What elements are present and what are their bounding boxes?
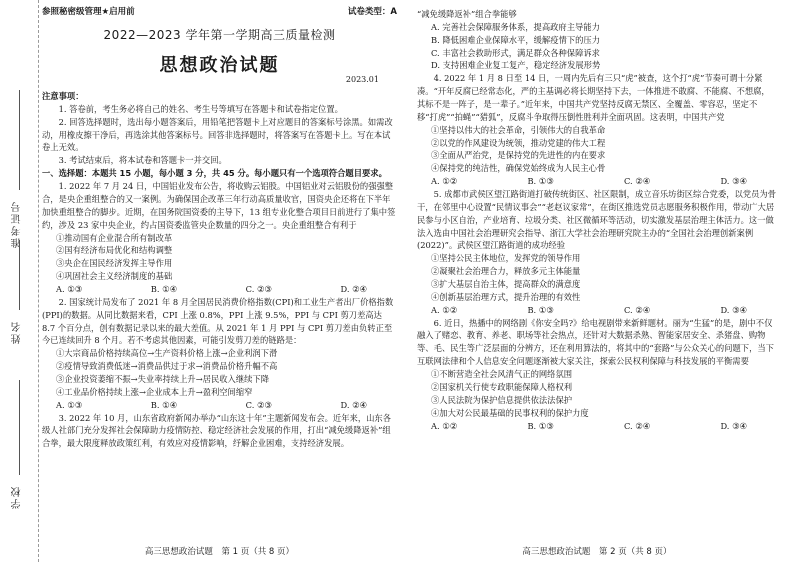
answer-b: B. ①③ (527, 304, 554, 315)
question-5-stem: 5. 成都市武侯区望江路街道打破传统街区、社区限制，成立音乐坊街区综合党委，以党员为骨干，在邻里中心设置“民情议事会”“老赵议家常”，在街区推选党员志愿服务积极作用，带动广大居民参与小区自治，产业培育、垃圾分类、社区微循环等活动，切实激发基层治理主体活力。这一做法入选由中国社会治理研究会指导、浙江大学社会治理研究院主办的“全国社会治理创新案例(2022)”。武侯区望江路街道的成功经验 (417, 189, 777, 251)
answer-choices (42, 283, 397, 296)
option: ③央企在国民经济发挥主导作用 (56, 258, 173, 269)
answer-d: D. ②④ (340, 399, 367, 410)
question-1-stem: 1. 2022 年 7 月 24 日，中国铝业发布公告，将收购云铝股。中国铝业对云铝股份的强强整合，是央企重组整合的又一案例。为确保国企改革三年行动高质量收官，国资央企还将在下半年加快重组整合的脚步。近期，在国务院国资委的主导下，13 组专业化整合项目日前进行了集中签约，涉及 23 家中央企业，约占国资委监管央企数量的四分之一。央企重组整合有利于 (42, 181, 396, 230)
option: A. 完善社会保障服务体系，提高政府主导能力 (431, 21, 600, 32)
binding-strip (0, 0, 39, 562)
answer-a: A. ①③ (56, 399, 83, 410)
option: ②国有经济布局优化和结构调整 (56, 245, 173, 256)
option: ④创新基层治理方式，提升治理的有效性 (431, 291, 581, 302)
page-one (42, 0, 397, 562)
section-heading: 一、选择题：本题共 15 小题，每小题 3 分，共 45 分。每小题只有一个选项符合题目要求。 (42, 168, 387, 179)
option: ①不断营造全社会风清气正的网络氛围 (431, 369, 573, 380)
answer-d: D. ③④ (720, 420, 747, 431)
question-6-stem: 6. 近日，热播中的网络剧《你安全吗?》给电视剧带来新鲜题材。丽为“生猛”的是，剧中不仅融入了赌恋、教育、养老、职场等社会热点，还针对大数据杀熟、智能家居安全、杀猪盘、购物等、毛、民生等广泛层面的分辨方，还在利用算法的，将其中的“套路”与公众关心的问题下，当下互联网法律和个人信息安全问题逐渐被大家关注，探索公民权利保障与科技发展的平衡需要 (417, 317, 774, 367)
answer-b: B. ①③ (527, 420, 554, 431)
option: B. 降低困难企业保障水平，缓解疫情下的压力 (431, 34, 601, 45)
answer-b: B. ①④ (150, 399, 178, 410)
question-4-stem: 4. 2022 年 1 月 8 日至 14 日，一周内先后有三只“虎”被查，这个打“虎”节奏可谓十分紧凑。“开年反腐已经常态化，严的主基调必将长期坚持下去，一体推进不敢腐、不能腐、不想腐，其标不是一阵子，是一辈子。”近年来，中国共产党坚持反腐无禁区、全覆盖、零容忍，坚定不移“打虎”“拍蝇”“猎狐”，反腐斗争取得压倒性胜利并全面巩固。这表明，中国共产党 (417, 73, 770, 122)
option: ②国家机关行使专政职能保障人格权利 (431, 381, 573, 392)
answer-a: A. ①② (431, 420, 458, 431)
option: ①大宗商品价格持续高位→生产资料价格上涨→企业利润下滑 (56, 348, 278, 359)
option: ④工业品价格持续上涨→企业成本上升→盈利空间缩窄 (56, 386, 253, 397)
answer-choices (417, 420, 777, 433)
page-footer: 高三思想政治试题 第 1 页（共 8 页） (144, 546, 295, 557)
option: D. 支持困难企业复工复产，稳定经济发展形势 (431, 60, 601, 71)
answer-c: C. ②④ (623, 420, 651, 431)
option: ④加大对公民最基础的民事权利的保护力度 (431, 407, 589, 418)
answer-c: C. ②③ (245, 399, 272, 410)
subject-title: 思想政治试题 (159, 54, 280, 76)
notice-title: 注意事项： (42, 91, 84, 102)
answer-a: A. ①③ (56, 283, 83, 294)
exam-date: 2023.01 (345, 74, 379, 84)
answer-d: D. ③④ (720, 176, 747, 187)
option: ②凝聚社会治理合力，释放多元主体能量 (431, 266, 581, 277)
question-3-stem: 3. 2022 年 10 月，山东省政府新闻办举办“山东这十年”主题新闻发布会。近年来，山东各级人社部门充分发挥社会保障助力疫情防控、稳定经济社会发展的作用，打出“减免缓降返补”组合拳，最大限度释放政策红利，有效应对疫情影响，纾解企业困难，支持经济发展。 (42, 412, 392, 449)
paper-type: 试卷类型：A (347, 7, 397, 17)
notice-item: 3. 考试结束后，将本试卷和答题卡一并交回。 (58, 155, 227, 166)
page-two (417, 0, 777, 562)
answer-b: B. ①④ (150, 283, 178, 294)
ticket-number-label: 准考证号 (12, 200, 23, 248)
option: ②疫情导致消费低迷→消费品供过于求→消费品价格升幅不高 (56, 361, 278, 372)
school-line (19, 380, 20, 475)
name-label: 姓名 (12, 320, 23, 344)
notice-item: 1. 答卷前，考生务必将自己的姓名、考生号等填写在答题卡和试卷指定位置。 (58, 103, 343, 114)
option: C. 丰富社会救助形式，满足群众各种保障诉求 (431, 47, 600, 58)
ticket-number-line (19, 90, 20, 190)
answer-d: D. ②④ (340, 283, 367, 294)
option: ③人民法院为保护信息提供依法法保护 (431, 394, 573, 405)
option: ③全面从严治党，是保持党的先进性的内在要求 (431, 150, 606, 161)
option: ①推动国有企业混合所有制改革 (56, 232, 173, 243)
answer-choices (42, 399, 397, 412)
option: ④巩固社会主义经济制度的基础 (56, 271, 173, 282)
answer-c: C. ②④ (623, 176, 651, 187)
answer-choices (417, 304, 777, 317)
option: ①坚持以伟大的社会革命，引领伟大的自我革命 (431, 124, 606, 135)
question-2-stem: 2. 国家统计局发布了 2021 年 8 月全国居民消费价格指数(CPI)和工业生产者出厂价格指数(PPI)的数据。从同比数据来看，CPI 上涨 0.8%，PPI 上涨 9.5%，PPI 与 CPI 剪刀差高达 8.7 个百分点，创有数据记录以来的最大差值。从 2021 年 1 月 PPI 与 CPI 剪刀差由负转正至今已连续回升 8 个月。若不考虑其他因素，可能引发剪刀差的链路是： (42, 296, 394, 346)
option: ③扩大基层自治主体，提高群众的满意度 (431, 279, 581, 290)
page-footer: 高三思想政治试题 第 2 页（共 8 页） (522, 546, 672, 557)
option: ①坚持公民主体地位，发挥党的领导作用 (431, 253, 581, 264)
option: ④保持党的纯洁性，确保党始终成为人民主心骨 (431, 163, 606, 174)
answer-choices (417, 175, 777, 188)
exam-title: 2022—2023 学年第一学期高三质量检测 (103, 28, 336, 43)
answer-c: C. ②③ (245, 283, 272, 294)
answer-d: D. ③④ (720, 304, 747, 315)
question-3-continued: “减免缓降返补”组合拳能够 (417, 9, 517, 19)
school-label: 学校 (12, 485, 23, 509)
answer-a: A. ①② (431, 304, 458, 315)
answer-a: A. ①② (431, 176, 458, 187)
answer-c: C. ②④ (623, 304, 651, 315)
name-line (19, 240, 20, 310)
option: ②以党的作风建设为统领，推动党建的伟大工程 (431, 137, 606, 148)
secrecy-label: 参照秘密级管理★启用前 (42, 7, 135, 17)
answer-b: B. ①③ (527, 176, 554, 187)
option: ③企业投资萎缩不振→失业率持续上升→居民收入继续下降 (56, 373, 270, 384)
top-bar (42, 0, 397, 19)
notice-item: 2. 回答选择题时，选出每小题答案后，用铅笔把答题卡上对应题目的答案标号涂黑。如需改动，用橡皮擦干净后，再选涂其他答案标号。回答非选择题时，将答案写在答题卡上。写在本试卷上无效。 (42, 116, 393, 153)
